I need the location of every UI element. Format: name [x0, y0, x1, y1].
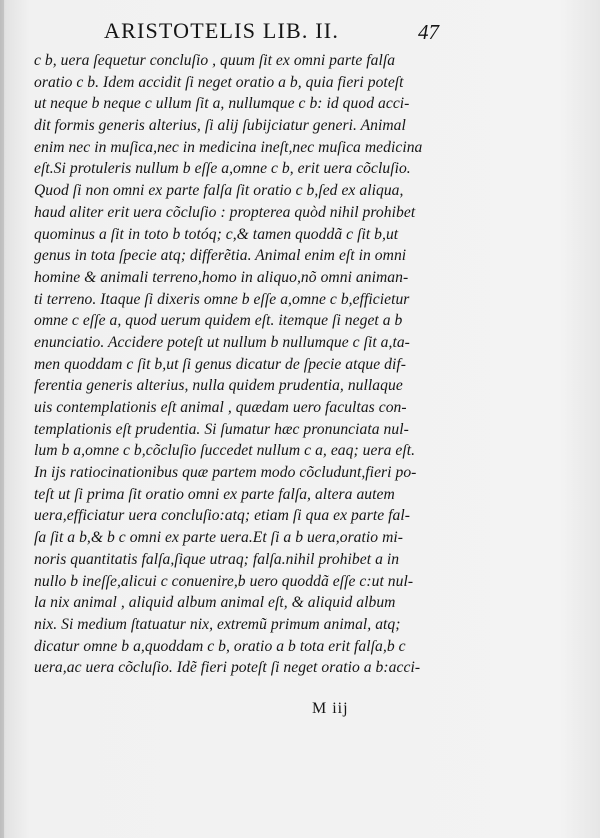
text-line: la nix animal , aliquid album animal eſt, & aliquid album — [34, 594, 396, 612]
text-line: enunciatio. Accidere poteſt ut nullum b nullumque c ſit a,ta- — [34, 333, 410, 351]
text-line: ti terreno. Itaque ſi dixeris omne b eſſe a,omne c b,efficietur — [34, 290, 410, 308]
text-line: uera,efficiatur uera concluſio:atq; etiam ſi qua ex parte fal- — [34, 507, 410, 525]
text-line: ut neque b neque c ullum ſit a, nullumque c b: id quod acci- — [34, 95, 410, 113]
text-line: genus in tota ſpecie atq; differẽtia. Animal enim eſt in omni — [34, 247, 407, 265]
text-line: nullo b ineſſe,alicui c conuenire,b uero quoddã eſſe c:ut nul- — [34, 572, 414, 590]
text-line: lum b a,omne c b,cõcluſio ſuccedet nullum c a, eaq; uera eſt. — [34, 442, 416, 460]
signature-mark: M iij — [312, 700, 349, 717]
text-line: homine & animali terreno,homo in aliquo,nõ omni animan- — [34, 268, 409, 286]
text-line: ſa ſit a b,& b c omni ex parte uera.Et ſi a b uera,oratio mi- — [34, 529, 404, 547]
text-line: templationis eſt prudentia. Si ſumatur hæc pronunciata nul- — [34, 420, 409, 438]
text-line: uis contemplationis eſt animal , quædam uero facultas con- — [34, 399, 407, 416]
running-head: ARISTOTELIS LIB. II. — [104, 18, 340, 43]
text-line: nix. Si medium ſtatuatur nix, extremũ primum animal, atq; — [34, 615, 401, 633]
text-line: noris quantitatis falſa,ſique utraq; falſa.nihil prohibet a in — [34, 550, 400, 568]
text-line: Quod ſi non omni ex parte falſa ſit oratio c b,ſed ex aliqua, — [34, 182, 404, 200]
body-text — [34, 50, 434, 679]
page-number: 47 — [418, 20, 439, 44]
text-line: omne c eſſe a, quod uerum quidem eſt. itemque ſi neget a b — [34, 312, 403, 330]
text-line: dicatur omne b a,quoddam c b, oratio a b tota erit falſa,b c — [34, 637, 406, 655]
page-gutter-shadow — [0, 0, 4, 838]
text-line: oratio c b. Idem accidit ſi neget oratio a b, quia fieri poteſt — [34, 73, 404, 91]
text-line: teſt ut ſi prima ſit oratio omni ex parte falſa, altera autem — [34, 485, 395, 503]
text-line: haud aliter erit uera cõcluſio : propterea quòd nihil prohibet — [34, 203, 416, 221]
text-line: eſt.Si protuleris nullum b eſſe a,omne c b, erit uera cõcluſio. — [34, 160, 411, 178]
text-line: men quoddam c ſit b,ut ſi genus dicatur de ſpecie atque dif- — [34, 355, 406, 373]
text-line: dit formis generis alterius, ſi alij ſubijciatur generi. Animal — [34, 117, 406, 135]
text-line: uera,ac uera cõcluſio. Idẽ fieri poteſt ſi neget oratio a b:acci- — [34, 659, 421, 677]
text-line: enim nec in muſica,nec in medicina ineſt,nec muſica medicina — [34, 138, 423, 156]
text-line: c b, uera ſequetur concluſio , quum ſit ex omni parte falſa — [34, 52, 396, 69]
page-header — [60, 18, 560, 46]
text-line: In ijs ratiocinationibus quæ partem modo cõcludunt,fieri po- — [34, 464, 417, 482]
text-line: quominus a ſit in toto b totóq; c,& tamen quoddã c ſit b,ut — [34, 225, 399, 243]
text-line: ferentia generis alterius, nulla quidem prudentia, nullaque — [34, 377, 403, 395]
